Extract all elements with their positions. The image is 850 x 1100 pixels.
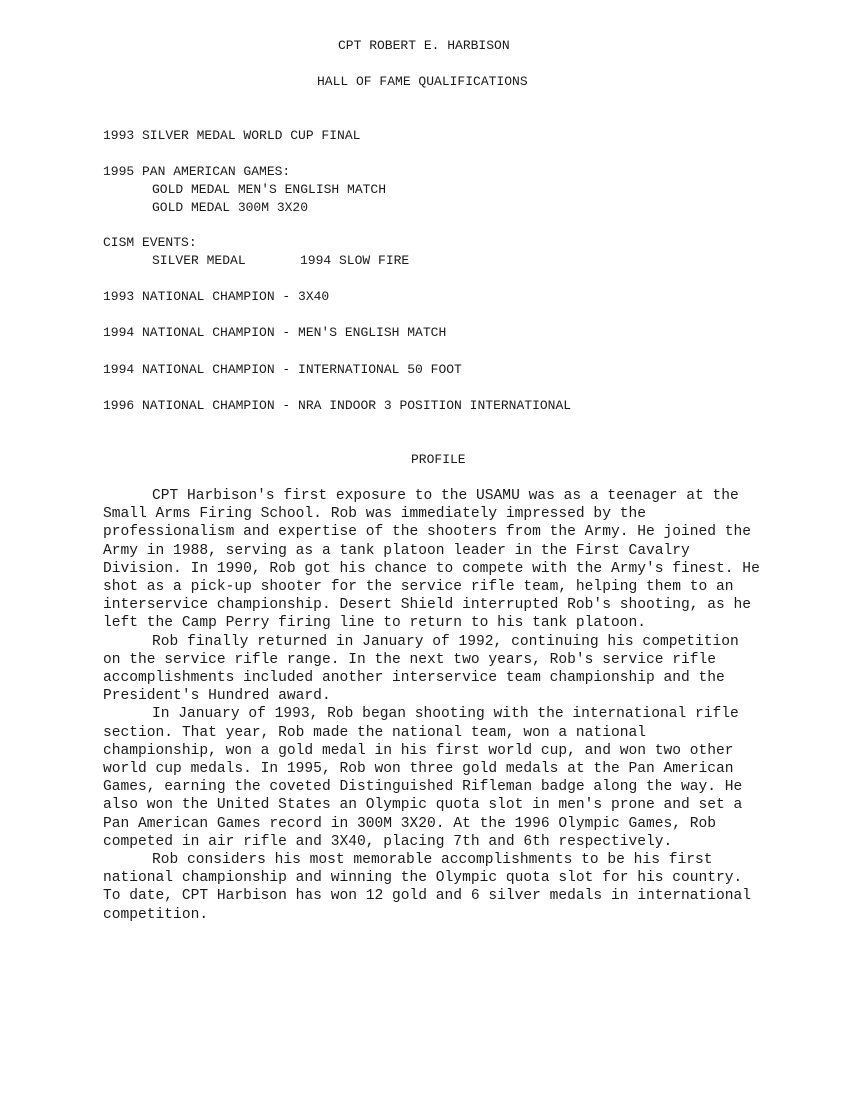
page-subtitle: HALL OF FAME QUALIFICATIONS	[317, 74, 528, 89]
profile-body	[103, 487, 763, 924]
profile-paragraph: Rob finally returned in January of 1992, continuing his competition on the service rifle range. In the next two years, Rob's service rifle accomplishments included another interservice team championship and the President's Hundred award.	[103, 633, 739, 705]
qualification-item: 1994 NATIONAL CHAMPION - MEN'S ENGLISH MATCH	[103, 325, 447, 340]
profile-paragraph: CPT Harbison's first exposure to the USAMU was as a teenager at the Small Arms Firing School. Rob was immediately impressed by the professionalism and expertise of the shooters from the Army. He joined the Army in 1988, serving as a tank platoon leader in the First Cavalry Division. In 1990, Rob got his chance to compete with the Army's finest. He shot as a pick-up shooter for the service rifle team, helping them to an interservice championship. Desert Shield interrupted Rob's shooting, as he left the Camp Perry firing line to return to his tank platoon.	[103, 488, 760, 632]
profile-paragraph: In January of 1993, Rob began shooting with the international rifle section. That year, Rob made the national team, won a national championship, won a gold medal in his first world cup, and won two other world cup medals. In 1995, Rob won three gold medals at the Pan American Games, earning the coveted Distinguished Rifleman badge along the way. He also won the United States an Olympic quota slot in men's prone and set a Pan American Games record in 300M 3X20. At the 1996 Olympic Games, Rob competed in air rifle and 3X40, placing 7th and 6th respectively.	[103, 706, 743, 850]
profile-heading: PROFILE	[411, 452, 466, 467]
profile-paragraph: Rob considers his most memorable accomplishments to be his first national championship and winning the Olympic quota slot for his country. To date, CPT Harbison has won 12 gold and 6 silver medals in international competition.	[103, 852, 752, 923]
qualification-subitem: GOLD MEDAL 300M 3X20	[152, 200, 309, 215]
qualification-item: 1995 PAN AMERICAN GAMES:	[103, 164, 291, 179]
qualification-item: 1994 NATIONAL CHAMPION - INTERNATIONAL 50 FOOT	[103, 362, 462, 377]
page-title: CPT ROBERT E. HARBISON	[338, 38, 510, 53]
qualification-item: 1993 SILVER MEDAL WORLD CUP FINAL	[103, 128, 361, 143]
qualification-subitem: GOLD MEDAL MEN'S ENGLISH MATCH	[152, 182, 387, 197]
qualification-subitem: SILVER MEDAL	[152, 253, 246, 268]
qualification-item: 1996 NATIONAL CHAMPION - NRA INDOOR 3 POSITION INTERNATIONAL	[103, 398, 572, 413]
qualification-item: CISM EVENTS:	[103, 235, 197, 250]
qualification-item: 1993 NATIONAL CHAMPION - 3X40	[103, 289, 330, 304]
qualification-subitem-event: 1994 SLOW FIRE	[300, 253, 410, 268]
